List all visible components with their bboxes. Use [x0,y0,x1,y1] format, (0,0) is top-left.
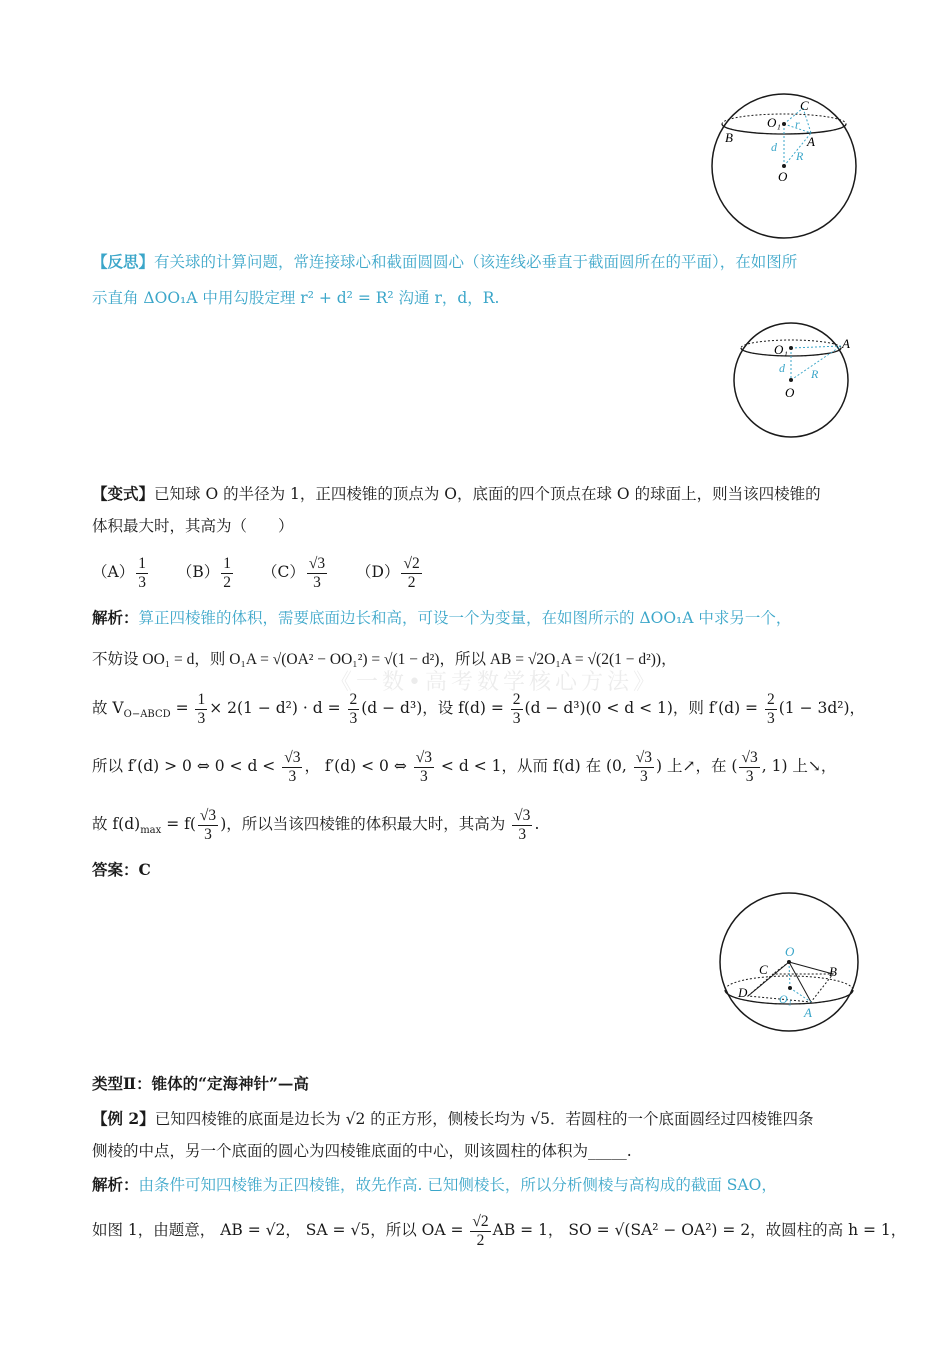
label-C: C [759,962,768,977]
solution-line-1 [92,606,791,630]
variant-line-1 [92,482,821,506]
example2-solution-line-1 [92,1173,777,1197]
label-R: R [811,367,819,381]
label-d: d [771,140,777,154]
label-A: A [807,134,815,149]
label-O1: O₁ [774,342,788,357]
reflection-text-1: 有关球的计算问题，常连接球心和截面圆圆心（该连线必垂直于截面圆所在的平面），在如图所 [154,253,798,271]
solution-line-4: 所以 f′(d) > 0 ⇔ 0 < d < $\frac{√3}{3}$ ， f′(d) < 0 ⇔ $\frac{√3}{3}$ < d < 1，从而 f(d) 在 (0, $\frac{√3}{3}$ ) 上↗，在 ( $\frac{√3}{3}$ , 1) 上↘， [92,748,837,785]
section-title: 类型Ⅱ：锥体的“定海神针”—高 [92,1074,309,1093]
sphere-diagram-1 [705,90,865,240]
choice-options [92,552,446,592]
sphere-pyramid-diagram [715,890,863,1038]
label-O: O [778,169,788,184]
solution-line-5: 故 $f(d)_{max} = f$( $\frac{√3}{3}$ )，所以当该四棱锥的体积最大时，其高为 $\frac{√3}{3}$ . [92,806,540,843]
answer: 答案：C [92,860,151,879]
variant-line-2: 体积最大时，其高为（ ） [92,517,294,535]
reflection-tag: 【反思】 [92,252,155,271]
solution-label: 解析： [92,608,139,627]
label-O: O [785,385,795,400]
label-d: d [779,361,785,375]
label-D: D [738,985,748,1000]
variant-tag: 【变式】 [92,484,155,503]
reflection-line-1 [92,250,797,274]
solution-line-3: 故 $V_{O-ABCD}$ = $\frac{1}{3}$ × 2(1 − d²) · d = $\frac{2}{3}$ (d − d³)，设 f(d) = $\frac{2}{3}$ (d − d³)(0 < d < 1)，则 f′(d) = $\frac{2}{3}$ (1 − 3d²)， [92,690,866,727]
reflection-line-2: 示直角 ΔOO₁A 中用勾股定理 r² + d² = R² 沟通 r，d，R. [92,289,500,307]
option-d: （D） $\frac{√2}{2}$ [356,554,420,591]
solution-line-2: 不妨设 OO₁ = d，则 O₁A = √(OA² − OO₁²) = √(1 − d²)，所以 AB = √2O₁A = √(2(1 − d²))， [92,651,677,668]
label-B: B [725,130,733,145]
option-b: （B） $\frac{1}{2}$ [176,554,232,591]
example2-solution-line-2: 如图 1，由题意， AB = √2， SA = √5，所以 OA = $\frac{√2}{2}$ AB = 1， SO = √(SA² − OA²) = 2，故圆柱的高 h = 1， [92,1212,907,1249]
label-R: R [796,149,804,163]
label-A: A [842,336,850,351]
option-c: （C） $\frac{√3}{3}$ [261,554,326,591]
example2-line-2: 侧棱的中点，另一个底面的圆心为四棱锥底面的中心，则该圆柱的体积为_____. [92,1142,632,1160]
label-A: A [804,1005,812,1020]
label-r: r [795,117,800,131]
example2-solution-label: 解析： [92,1175,139,1194]
example2-tag: 【例 2】 [92,1109,155,1128]
variant-text-1: 已知球 O 的半径为 1，正四棱锥的顶点为 O，底面的四个顶点在球 O 的球面上，则当该四棱锥的 [154,485,821,503]
label-O1: O₁ [767,115,781,130]
sphere-diagram-2 [728,320,858,445]
solution-hint: 算正四棱锥的体积，需要底面边长和高，可设一个为变量，在如图所示的 ΔOO₁A 中求另一个， [138,609,792,627]
example2-solution-hint: 由条件可知四棱锥为正四棱锥，故先作高. 已知侧棱长，所以分析侧棱与高构成的截面 SAO， [138,1176,777,1194]
label-O: O [785,944,795,959]
option-a: （A） $\frac{1}{3}$ [92,554,146,591]
watermark: 《一数•高考数学核心方法》 [330,670,659,695]
label-C: C [800,98,809,113]
example2-line-1 [92,1107,813,1131]
example2-text-1: 已知四棱锥的底面是边长为 √2 的正方形，侧棱长均为 √5．若圆柱的一个底面圆经过四棱锥四条 [154,1110,814,1128]
label-B: B [829,964,837,979]
label-O1: O₁ [779,992,792,1006]
